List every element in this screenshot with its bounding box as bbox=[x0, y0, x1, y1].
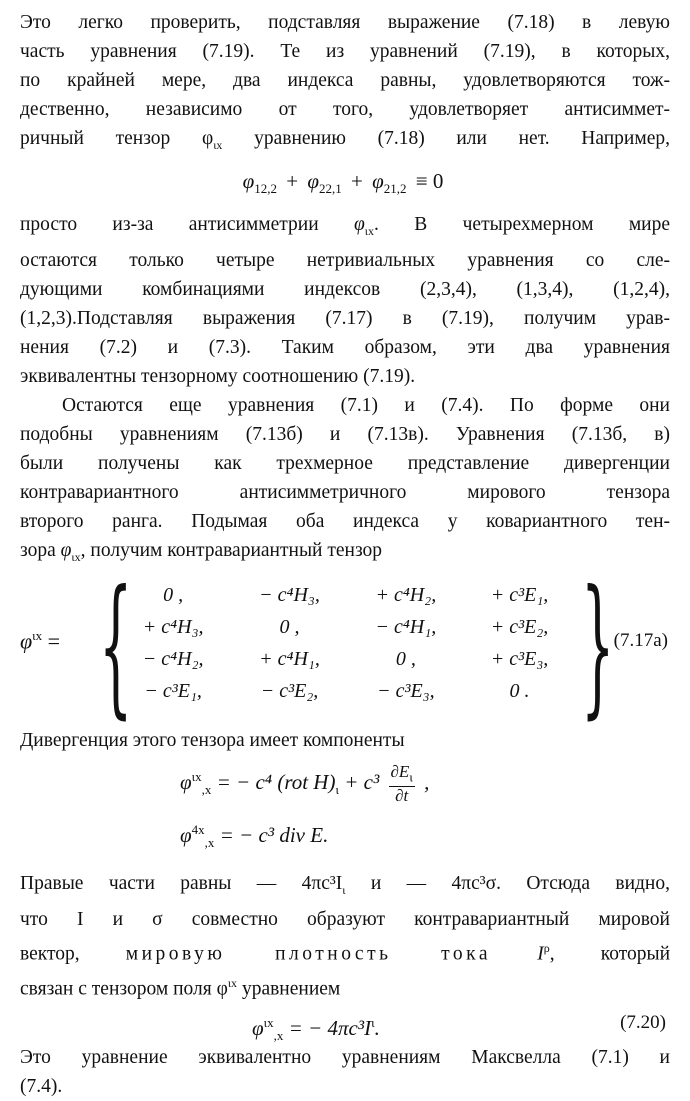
matrix-cell: + c⁴H₃, bbox=[142, 616, 204, 639]
divergence-equations bbox=[20, 757, 670, 863]
equation-antisymmetry: $\varphi_{12,2} + \varphi_{22,1} + \varphi_{21,2} \equiv 0$ bbox=[242, 168, 444, 197]
text-line: (7.4). bbox=[20, 1076, 63, 1098]
divergence-eq-2: $\varphi^{4x}_{,x}$ = − c³ div E. bbox=[180, 822, 329, 851]
text-line: подобны уравнениям (7.13б) и (7.13в). Уравнения (7.13б, в) bbox=[20, 423, 670, 445]
left-brace: { bbox=[99, 558, 133, 733]
matrix-cell: − c³E₃, bbox=[377, 680, 435, 703]
text-line: остаются только четыре нетривиальных уравнения со сле- bbox=[20, 249, 670, 271]
matrix-cell: 0 , bbox=[395, 648, 416, 671]
text-line: дующими комбинациями индексов (2,3,4), (1,3,4), (1,2,4), bbox=[20, 278, 670, 300]
text-line: (1,2,3).Подставляя выражения (7.17) в (7.19), получим урав- bbox=[20, 307, 670, 329]
matrix-cell: − c⁴H₂, bbox=[142, 648, 204, 671]
right-brace: } bbox=[581, 558, 615, 733]
matrix-cell: + c⁴H₂, bbox=[375, 584, 437, 607]
text-line: контравариантного антисимметричного мирового тензора bbox=[20, 481, 670, 503]
divergence-eq-1: $\varphi^{\iota x}_{,x}$ = − c⁴ (rot $H)_\iota + c^3$ $\frac{\partial E_\iota}{\partial t}$ , bbox=[180, 761, 430, 806]
matrix-cell: + c³E₃, bbox=[490, 648, 549, 671]
matrix-row bbox=[115, 580, 575, 612]
matrix-lhs: $\varphi^{\iota x}$ = bbox=[20, 627, 61, 654]
document-page bbox=[20, 8, 670, 1101]
matrix-cell: 0 . bbox=[509, 680, 530, 703]
matrix-cell: + c³E₁, bbox=[490, 584, 549, 607]
text-line: дественно, независимо от того, удовлетворяет антисиммет- bbox=[20, 99, 670, 120]
matrix-cell: + c⁴H₁, bbox=[259, 648, 320, 671]
text-line: эквивалентны тензорному соотношению (7.19). bbox=[20, 365, 416, 387]
equation-body: $\varphi^{\iota x}_{,x}$ = − $4\pi c^3I^\iota$. bbox=[252, 1015, 380, 1044]
text-line: зора $\varphi_{\iota x}$, получим контравариантный тензор bbox=[20, 539, 383, 564]
tensor-matrix bbox=[20, 558, 670, 733]
text-line: Это уравнение эквивалентно уравнениям Максвелла (7.1) и bbox=[20, 1047, 670, 1069]
matrix-cell: − c³E₁, bbox=[144, 680, 202, 703]
text-line: Дивергенция этого тензора имеет компоненты bbox=[20, 729, 405, 751]
matrix-cell: + c³E₂, bbox=[490, 616, 549, 639]
matrix-row bbox=[115, 676, 575, 708]
matrix-row bbox=[115, 644, 575, 676]
matrix-row bbox=[115, 612, 575, 644]
text-line: Правые части равны — $4\pi c^3I_\iota$ и — 4πc³σ. Отсюда видно, bbox=[20, 873, 670, 898]
text-line: вектор, мировую плотность тока $I^\rho$, который bbox=[20, 941, 671, 965]
matrix-cell: 0 , bbox=[279, 616, 300, 639]
equation-label: (7.17а) bbox=[613, 629, 668, 651]
text-line: нения (7.2) и (7.3). Таким образом, эти два уравнения bbox=[20, 336, 670, 358]
text-line: просто из-за антисимметрии $\varphi_{\iota x}$. В четырехмерном мире bbox=[20, 214, 671, 238]
text-line: ричный тензор $\varphi_{\iota x}$ уравнению (7.18) или нет. Например, bbox=[20, 128, 670, 152]
matrix-cell: − c³E₂, bbox=[260, 680, 319, 703]
equation-label: (7.20) bbox=[620, 1012, 666, 1034]
text-line: Остаются еще уравнения (7.1) и (7.4). По форме они bbox=[62, 394, 670, 416]
text-line: связан с тензором поля $\varphi^{\iota x}$ уравнением bbox=[20, 975, 341, 1000]
text-line: второго ранга. Подымая оба индекса у ковариантного тен- bbox=[20, 510, 670, 532]
text-line: по крайней мере, два индекса равны, удовлетворяются тож- bbox=[20, 70, 670, 91]
text-line: Это легко проверить, подставляя выражение (7.18) в левую bbox=[20, 12, 670, 33]
fraction: $\frac{\partial E_\iota}{\partial t}$ bbox=[390, 761, 413, 806]
matrix-table bbox=[115, 580, 575, 708]
equation-7-20 bbox=[20, 1003, 670, 1043]
matrix-cell: 0 , bbox=[163, 584, 184, 607]
text-line: были получены как трехмерное представление дивергенции bbox=[20, 452, 670, 474]
text-line: что I и σ совместно образуют контравариантный мировой bbox=[20, 909, 670, 931]
matrix-cell: − c⁴H₃, bbox=[259, 584, 320, 607]
text-line: часть уравнения (7.19). Те из уравнений (7.19), в которых, bbox=[20, 41, 670, 62]
matrix-cell: − c⁴H₁, bbox=[375, 616, 437, 639]
